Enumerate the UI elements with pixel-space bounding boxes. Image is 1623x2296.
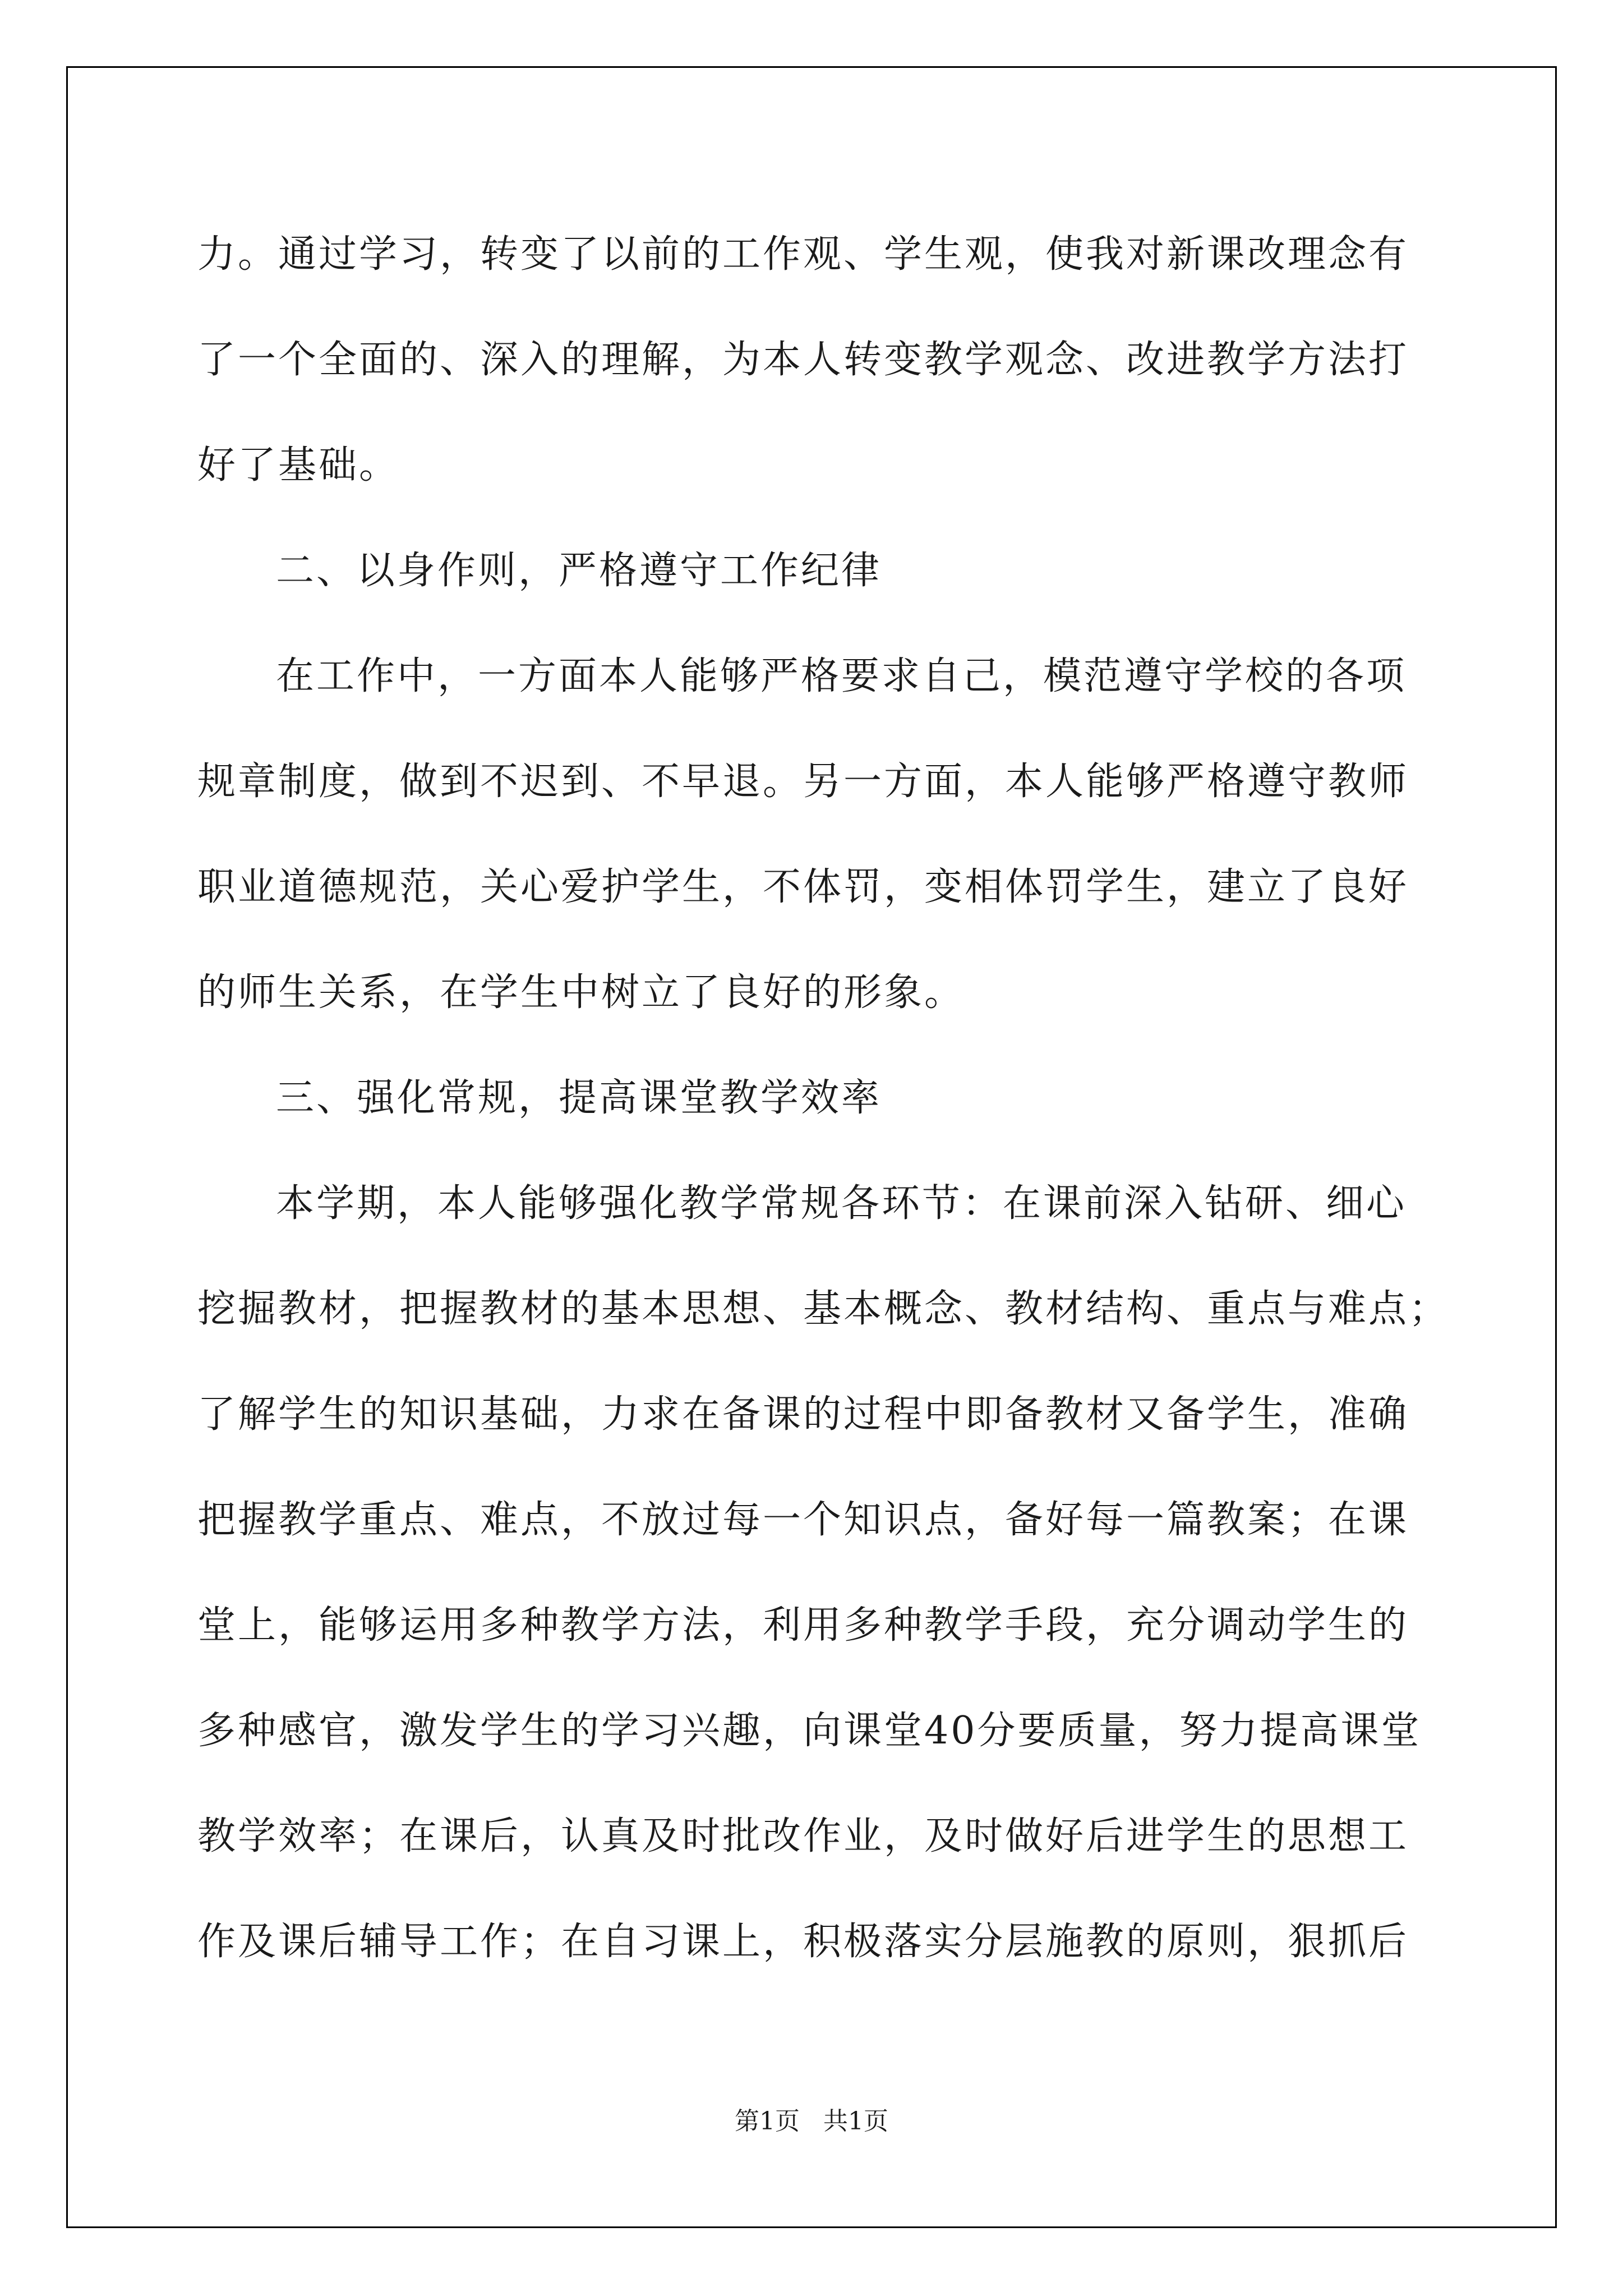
section-heading [197, 518, 1437, 624]
text-line: 了解学生的知识基础，力求在备课的过程中即备教材又备学生，准确 [197, 1392, 1409, 1437]
text-line: 挖掘教材，把握教材的基本思想、基本概念、教材结构、重点与难点； [197, 1287, 1450, 1331]
document-body [197, 202, 1450, 1995]
text-line: 本学期，本人能够强化教学常规各环节：在课前深入钻研、细心 [276, 1181, 1407, 1226]
page-footer [0, 2101, 1623, 2137]
text-line: 作及课后辅导工作；在自习课上，积极落实分层施教的原则，狠抓后 [197, 1920, 1409, 1964]
text-line: 把握教学重点、难点，不放过每一个知识点，备好每一篇教案；在课 [197, 1498, 1409, 1542]
text-line: 好了基础。 [197, 443, 400, 487]
heading-text: 二、以身作则，严格遵守工作纪律 [276, 549, 882, 593]
page-number: 第1页 [735, 2107, 800, 2136]
text-line: 规章制度，做到不迟到、不早退。另一方面，本人能够严格遵守教师 [197, 760, 1409, 804]
text-line: 了一个全面的、深入的理解，为本人转变教学观念、改进教学方法打 [197, 338, 1409, 382]
paragraph [197, 624, 1437, 1046]
text-line: 堂上，能够运用多种教学方法，利用多种教学手段，充分调动学生的 [197, 1603, 1409, 1648]
text-line: 职业道德规范，关心爱护学生，不体罚，变相体罚学生，建立了良好 [197, 865, 1409, 909]
text-line: 力。通过学习，转变了以前的工作观、学生观，使我对新课改理念有 [197, 232, 1409, 277]
paragraph [197, 202, 1437, 518]
text-line: 多种感官，激发学生的学习兴趣，向课堂40分要质量，努力提高课堂 [197, 1709, 1422, 1753]
paragraph [197, 1151, 1450, 1995]
page-total: 共1页 [823, 2107, 888, 2136]
heading-text: 三、强化常规，提高课堂教学效率 [276, 1076, 882, 1120]
section-heading [197, 1046, 1437, 1151]
text-line: 在工作中，一方面本人能够严格要求自己，模范遵守学校的各项 [276, 654, 1407, 698]
text-line: 的师生关系，在学生中树立了良好的形象。 [197, 970, 965, 1015]
text-line: 教学效率；在课后，认真及时批改作业，及时做好后进学生的思想工 [197, 1814, 1409, 1858]
